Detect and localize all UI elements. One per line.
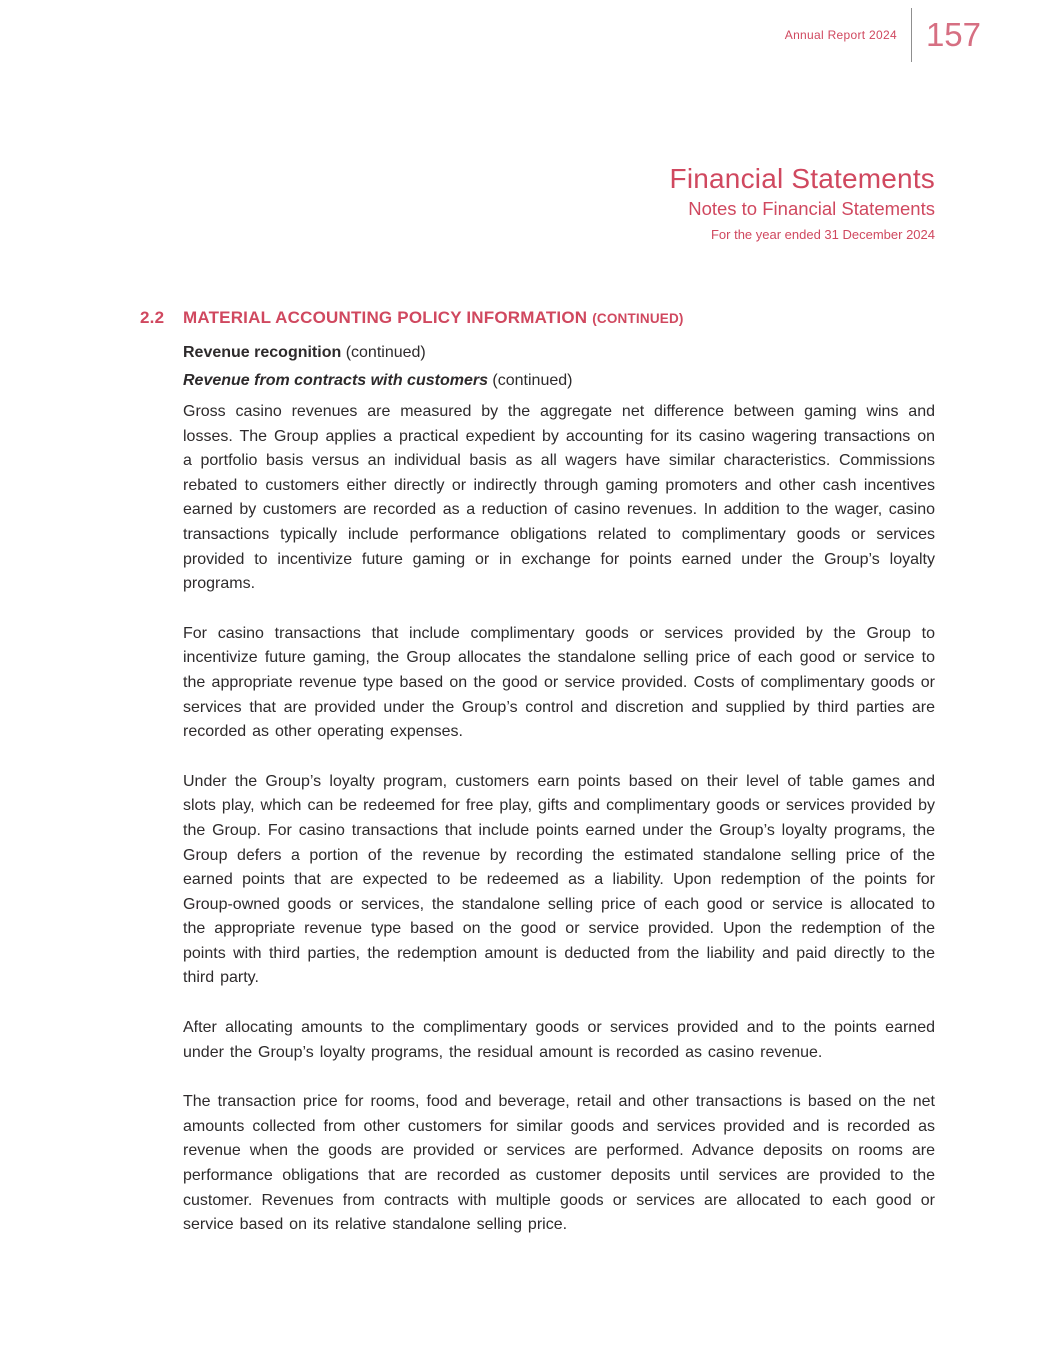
document-subtitle: Notes to Financial Statements [688,198,935,219]
report-title: Annual Report 2024 [784,28,897,42]
page-header [785,8,981,62]
subheading-contracts-suffix: (continued) [487,372,573,389]
subheading-revenue-recognition [183,344,935,362]
body-text [183,344,935,1238]
section-continued-label: (CONTINUED) [592,311,684,326]
section-number: 2.2 [140,308,165,327]
section-title-wrap [183,308,684,328]
subheading-contracts [183,372,935,390]
paragraph-residual-amount: After allocating amounts to the complimentary goods or services provided and to the points earned under the Group’s loyalty programs, the residual amount is recorded as casino revenue. [183,1019,935,1061]
paragraph-transaction-price: The transaction price for rooms, food and beverage, retail and other transactions is based on the net amounts collected from other customers for similar goods and services provided and is recorded as revenue when the goods are provided or services are performed. Advance deposits on rooms are performance obligations that are recorded as customer deposits until services are provided to the customer. Revenues from contracts with multiple goods or services are allocated to each good or service based on its relative standalone selling price. [183,1093,935,1234]
paragraph-gross-casino-revenues: Gross casino revenues are measured by the aggregate net difference between gaming wins and losses. The Group applies a practical expedient by accounting for its casino wagering transactions on a portfolio basis versus an individual basis as all wagers have similar characteristics. Commissions rebated to customers either directly or indirectly through gaming promoters and other cash incentives earned by customers are recorded as a reduction of casino revenues. In addition to the wager, casino transactions typically include performance obligations related to complimentary goods or services provided to incentivize future gaming or in exchange for points earned under the Group’s loyalty programs. [183,403,935,593]
section-heading [140,308,935,328]
subheading-revenue-recognition-suffix: (continued) [341,344,426,361]
header-divider [911,8,912,62]
content [140,308,935,1238]
title-block [670,163,935,242]
section-title: MATERIAL ACCOUNTING POLICY INFORMATION [183,308,593,327]
paragraph-complimentary-goods: For casino transactions that include complimentary goods or services provided by the Group to incentivize future gaming, the Group allocates the standalone selling price of each good or service to the appropriate revenue type based on the good or service provided. Costs of complimentary goods or services that are provided under the Group’s control and discretion and supplied by third parties are recorded as other operating expenses. [183,624,935,741]
paragraph-loyalty-program: Under the Group’s loyalty program, customers earn points based on their level of table games and slots play, which can be redeemed for free play, gifts and complimentary goods or services provided by the Group. For casino transactions that include points earned under the Group’s loyalty programs, the Group defers a portion of the revenue by recording the estimated standalone selling price of the earned points that are expected to be redeemed as a liability. Upon redemption of the points for Group-owned goods or services, the standalone selling price of each good or service is allocated to the appropriate revenue type based on the good or service provided. Upon the redemption of the points with third parties, the redemption amount is deducted from the liability and paid directly to the third party. [183,772,935,987]
subheading-contracts-bold: Revenue from contracts with customers [183,372,488,389]
page-number: 157 [925,16,981,53]
subheading-revenue-recognition-bold: Revenue recognition [183,344,342,361]
document-title: Financial Statements [669,163,935,194]
document-period: For the year ended 31 December 2024 [710,227,935,242]
